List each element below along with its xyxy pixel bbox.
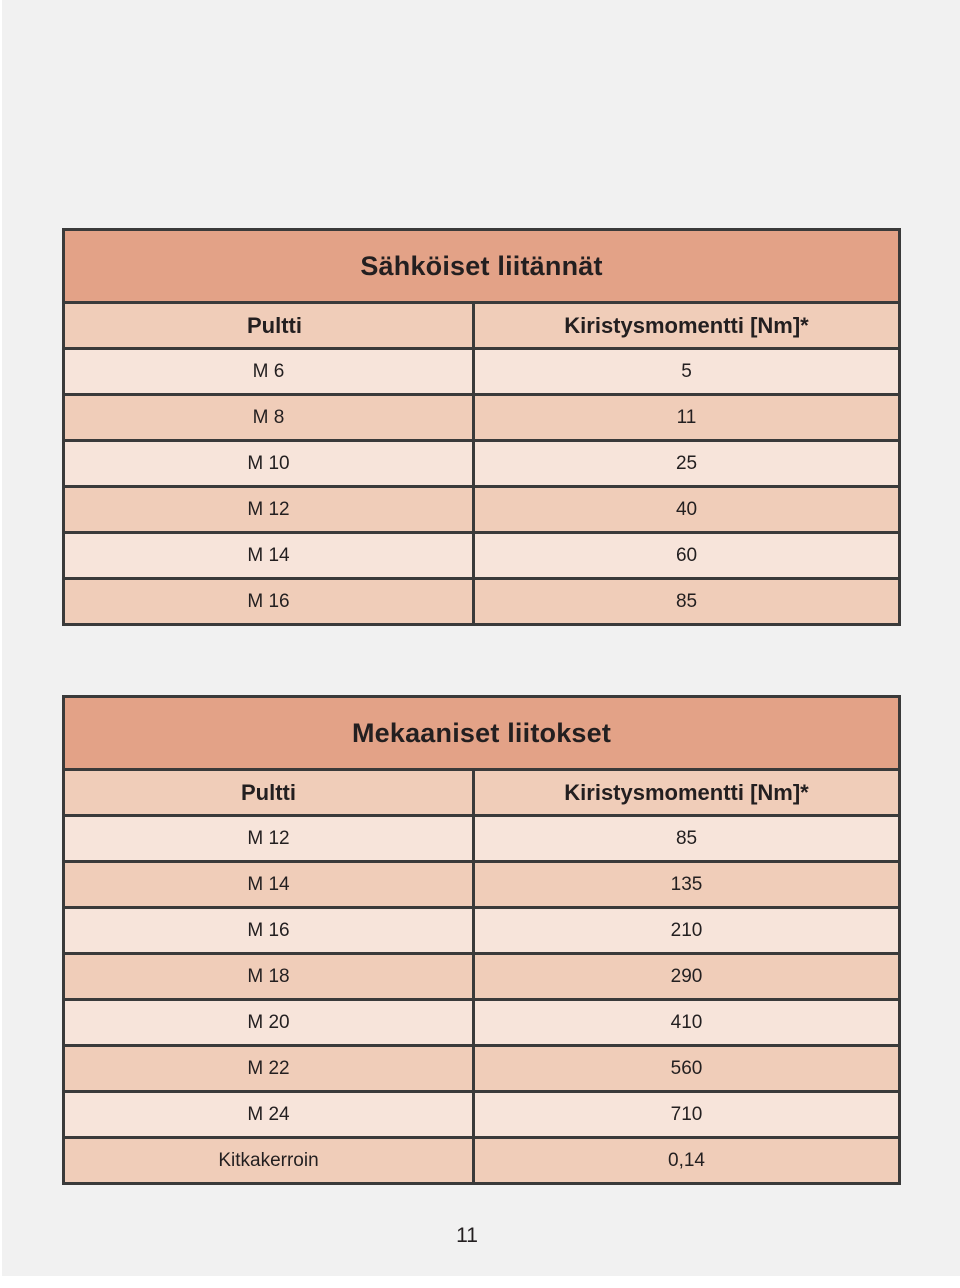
electrical-connections-table <box>62 228 901 626</box>
column-header-torque: Kiristysmomentti [Nm]* <box>474 303 900 349</box>
bolt-cell: M 18 <box>64 954 474 1000</box>
table-row <box>64 1138 900 1184</box>
bolt-cell: M 8 <box>64 395 474 441</box>
table-row <box>64 579 900 625</box>
table-row <box>64 1000 900 1046</box>
torque-cell: 11 <box>474 395 900 441</box>
torque-cell: 410 <box>474 1000 900 1046</box>
torque-cell: 60 <box>474 533 900 579</box>
page-bottom-edge <box>0 1276 960 1288</box>
bolt-cell: M 14 <box>64 533 474 579</box>
bolt-cell: M 22 <box>64 1046 474 1092</box>
table-header-row <box>64 770 900 816</box>
bolt-cell: M 16 <box>64 908 474 954</box>
table-row <box>64 395 900 441</box>
torque-cell: 135 <box>474 862 900 908</box>
table-row <box>64 441 900 487</box>
bolt-cell: M 12 <box>64 487 474 533</box>
bolt-cell: M 6 <box>64 349 474 395</box>
column-header-bolt: Pultti <box>64 303 474 349</box>
bolt-cell: M 14 <box>64 862 474 908</box>
bolt-cell: M 10 <box>64 441 474 487</box>
table-title: Sähköiset liitännät <box>64 230 900 303</box>
table-row <box>64 908 900 954</box>
torque-cell: 0,14 <box>474 1138 900 1184</box>
torque-cell: 710 <box>474 1092 900 1138</box>
table-header-row <box>64 303 900 349</box>
torque-cell: 40 <box>474 487 900 533</box>
table-title-row <box>64 230 900 303</box>
table-row <box>64 349 900 395</box>
column-header-torque: Kiristysmomentti [Nm]* <box>474 770 900 816</box>
torque-cell: 5 <box>474 349 900 395</box>
torque-cell: 85 <box>474 816 900 862</box>
table-row <box>64 954 900 1000</box>
table-row <box>64 533 900 579</box>
torque-cell: 210 <box>474 908 900 954</box>
bolt-cell: M 12 <box>64 816 474 862</box>
bolt-cell: M 24 <box>64 1092 474 1138</box>
table-row <box>64 1092 900 1138</box>
mechanical-joints-table <box>62 695 901 1185</box>
torque-cell: 25 <box>474 441 900 487</box>
column-header-bolt: Pultti <box>64 770 474 816</box>
table-row <box>64 816 900 862</box>
torque-cell: 85 <box>474 579 900 625</box>
page-left-edge <box>0 0 2 1288</box>
table-row <box>64 487 900 533</box>
table-title-row <box>64 697 900 770</box>
page-number: 11 <box>456 1224 478 1247</box>
table-row <box>64 862 900 908</box>
torque-cell: 290 <box>474 954 900 1000</box>
bolt-cell: M 16 <box>64 579 474 625</box>
bolt-cell: Kitkakerroin <box>64 1138 474 1184</box>
torque-cell: 560 <box>474 1046 900 1092</box>
table-row <box>64 1046 900 1092</box>
bolt-cell: M 20 <box>64 1000 474 1046</box>
table-title: Mekaaniset liitokset <box>64 697 900 770</box>
